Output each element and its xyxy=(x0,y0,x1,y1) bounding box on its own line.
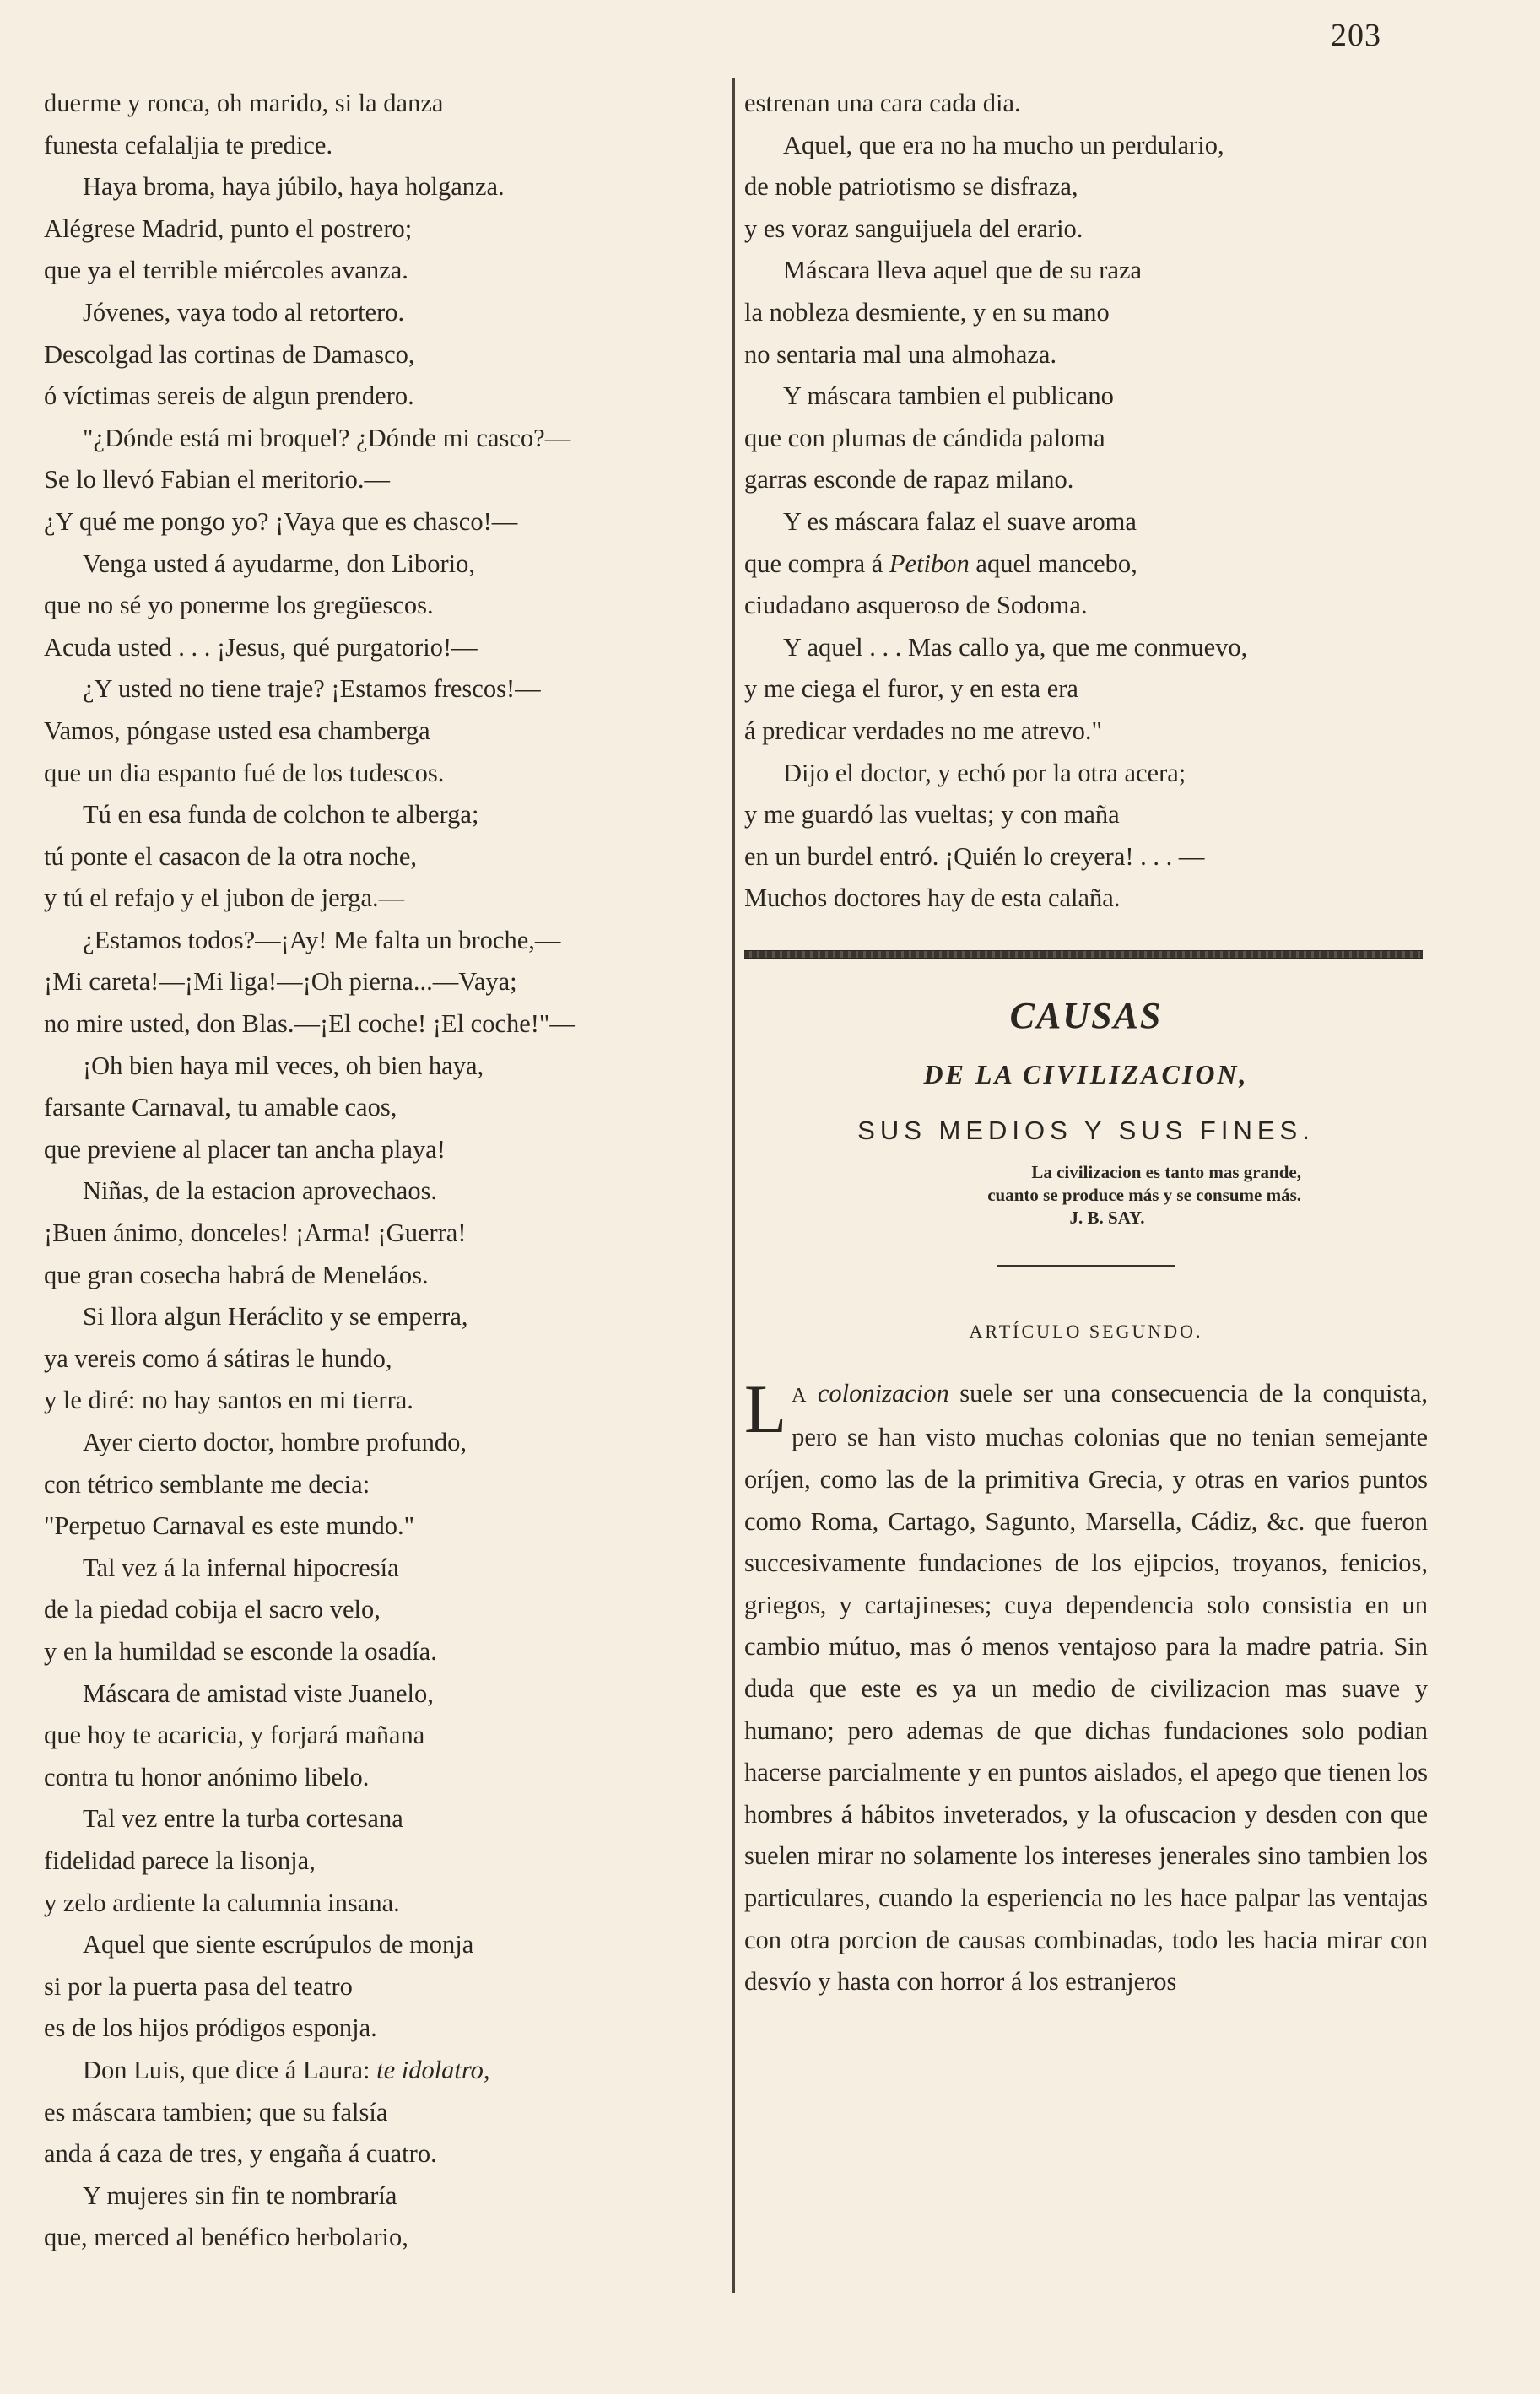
verse-line: Tal vez á la infernal hipocresía xyxy=(83,1553,399,1582)
verse-line: farsante Carnaval, tu amable caos, xyxy=(44,1093,397,1122)
verse-line: que ya el terrible miércoles avanza. xyxy=(44,256,408,285)
verse-line: que compra á Petibon aquel mancebo, xyxy=(744,549,1137,578)
verse-line: ó víctimas sereis de algun prendero. xyxy=(44,381,414,411)
verse-line: anda á caza de tres, y engaña á cuatro. xyxy=(44,2139,437,2169)
verse-line: "¿Dónde está mi broquel? ¿Dónde mi casco?— xyxy=(83,423,571,452)
verse-line: y me guardó las vueltas; y con maña xyxy=(744,800,1120,830)
verse-line: Tal vez entre la turba cortesana xyxy=(83,1804,403,1834)
verse-line: fidelidad parece la lisonja, xyxy=(44,1845,316,1875)
verse-line: ciudadano asqueroso de Sodoma. xyxy=(744,591,1088,620)
verse-line: Tú en esa funda de colchon te alberga; xyxy=(83,800,479,830)
verse-line: Jóvenes, vaya todo al retortero. xyxy=(83,297,405,327)
verse-line: y zelo ardiente la calumnia insana. xyxy=(44,1888,400,1917)
verse-line: ¿Estamos todos?—¡Ay! Me falta un broche,— xyxy=(83,925,561,954)
verse-line: ya vereis como á sátiras le hundo, xyxy=(44,1343,392,1373)
section-rule xyxy=(744,950,1423,959)
verse-line: con tétrico semblante me decia: xyxy=(44,1469,370,1499)
article-subtitle-2: SUS MEDIOS Y SUS FINES. xyxy=(857,1115,1315,1145)
verse-line: en un burdel entró. ¡Quién lo creyera! . . . — xyxy=(744,841,1205,871)
verse-line: no mire usted, don Blas.—¡El coche! ¡El coche!"— xyxy=(44,1009,575,1039)
verse-line: la nobleza desmiente, y en su mano xyxy=(744,297,1110,327)
right-column xyxy=(744,83,1428,2003)
right-verse xyxy=(744,83,1428,920)
article-title: CAUSAS xyxy=(1009,994,1163,1036)
verse-line: que hoy te acaricia, y forjará mañana xyxy=(44,1721,425,1750)
verse-line: Muchos doctores hay de esta calaña. xyxy=(744,884,1121,913)
verse-line: Vamos, póngase usted esa chamberga xyxy=(44,716,430,745)
epigraph-line: cuanto se produce más y se consume más. xyxy=(987,1184,1301,1205)
verse-line: Niñas, de la estacion aprovechaos. xyxy=(83,1176,438,1206)
verse-line: que gran cosecha habrá de Meneláos. xyxy=(44,1260,429,1289)
verse-line: funesta cefalaljia te predice. xyxy=(44,130,333,159)
verse-line: que, merced al benéfico herbolario, xyxy=(44,2223,408,2252)
verse-line: si por la puerta pasa del teatro xyxy=(44,1971,353,2001)
article-section-label: ARTÍCULO SEGUNDO. xyxy=(969,1320,1203,1342)
verse-line: Máscara de amistad viste Juanelo, xyxy=(83,1678,434,1708)
verse-line: de la piedad cobija el sacro velo, xyxy=(44,1595,381,1624)
article-body xyxy=(744,1370,1429,2003)
verse-line: Aquel que siente escrúpulos de monja xyxy=(83,1930,474,1959)
verse-line: que un dia espanto fué de los tudescos. xyxy=(44,758,445,787)
article-subtitle: DE LA CIVILIZACION, xyxy=(923,1058,1249,1089)
verse-line: Y mujeres sin fin te nombraría xyxy=(83,2181,397,2210)
verse-line: "Perpetuo Carnaval es este mundo." xyxy=(44,1511,415,1541)
verse-line: Dijo el doctor, y echó por la otra acera; xyxy=(783,758,1186,787)
short-rule xyxy=(997,1265,1175,1267)
verse-line: y me ciega el furor, y en esta era xyxy=(744,674,1078,704)
verse-line: Ayer cierto doctor, hombre profundo, xyxy=(83,1428,467,1456)
verse-line: y es voraz sanguijuela del erario. xyxy=(744,213,1083,243)
body-text: suele ser una consecuencia de la conquista, pero se han visto muchas colonias que no tenian semejante oríjen, como las de la primitiva Grecia, y otras en varios puntos como Roma, Cartago, Sagunto, Marsella, Cádiz, &c. que fueron succesivamente fundaciones de los ejipcios, troyanos, fenicios, griegos, y cartajineses; cuya dependencia solo consistia en un cambio mútuo, mas ó menos ventajoso para la madre patria. Sin duda que este es ya un medio de civilizacion mas suave y humano; pero ademas de que dichas fundaciones solo podian hacerse parcialmente y en puntos aislados, el apego que tienen los hombres á hábitos inveterados, y la ofuscacion y desden con que suelen mirar no solamente los intereses jenerales sino tambien los particulares, cuando la esperiencia no les hace palpar las ventajas con otra porcion de causas combinadas, todo les hacia mirar con desvío y hasta con horror á los estranjeros xyxy=(744,1378,1429,1997)
verse-line: estrenan una cara cada dia. xyxy=(744,89,1021,117)
verse-line: garras esconde de rapaz milano. xyxy=(744,465,1074,494)
verse-line: de noble patriotismo se disfraza, xyxy=(744,172,1078,202)
verse-line: ¡Mi careta!—¡Mi liga!—¡Oh pierna...—Vaya; xyxy=(44,967,517,997)
verse-line: tú ponte el casacon de la otra noche, xyxy=(44,841,418,871)
first-word: A xyxy=(792,1384,808,1407)
verse-line: ¿Y usted no tiene traje? ¡Estamos frescos!— xyxy=(83,674,541,704)
verse-line: Y aquel . . . Mas callo ya, que me conmuevo, xyxy=(783,632,1248,662)
epigraph-author: J. B. SAY. xyxy=(1069,1207,1145,1228)
verse-line: y en la humildad se esconde la osadía. xyxy=(44,1636,437,1666)
verse-line: ¿Y qué me pongo yo? ¡Vaya que es chasco!— xyxy=(44,506,518,536)
verse-line: Don Luis, que dice á Laura: te idolatro, xyxy=(83,2055,490,2084)
page-number: 203 xyxy=(1331,18,1381,53)
verse-line: Y máscara tambien el publicano xyxy=(783,381,1114,411)
verse-line: es máscara tambien; que su falsía xyxy=(44,2097,388,2126)
verse-line: y le diré: no hay santos en mi tierra. xyxy=(44,1386,413,1415)
verse-line: duerme y ronca, oh marido, si la danza xyxy=(44,89,444,117)
verse-line: Haya broma, haya júbilo, haya holganza. xyxy=(83,172,505,202)
verse-line: es de los hijos pródigos esponja. xyxy=(44,2013,377,2043)
verse-line: Aquel, que era no ha mucho un perdulario, xyxy=(783,130,1224,159)
epigraph-line: La civilizacion es tanto mas grande, xyxy=(1031,1161,1301,1182)
verse-line: ¡Oh bien haya mil veces, oh bien haya, xyxy=(83,1051,484,1080)
verse-line: que no sé yo ponerme los gregüescos. xyxy=(44,591,434,620)
epigraph xyxy=(744,1161,1428,1229)
verse-line: Y es máscara falaz el suave aroma xyxy=(783,506,1137,536)
verse-line: Descolgad las cortinas de Damasco, xyxy=(44,339,415,369)
verse-line: que previene al placer tan ancha playa! xyxy=(44,1134,446,1164)
verse-line: contra tu honor anónimo libelo. xyxy=(44,1762,370,1791)
verse-line: Acuda usted . . . ¡Jesus, qué purgatorio!— xyxy=(44,632,478,662)
verse-line: que con plumas de cándida paloma xyxy=(744,423,1105,452)
verse-line: Venga usted á ayudarme, don Liborio, xyxy=(83,549,475,578)
verse-line: Máscara lleva aquel que de su raza xyxy=(783,256,1143,285)
italic-term: colonizacion xyxy=(817,1378,949,1408)
verse-line: ¡Buen ánimo, donceles! ¡Arma! ¡Guerra! xyxy=(44,1219,467,1248)
verse-line: Alégrese Madrid, punto el postrero; xyxy=(44,213,413,243)
drop-cap: L xyxy=(744,1370,787,1447)
verse-line: Si llora algun Heráclito y se emperra, xyxy=(83,1302,468,1332)
left-column xyxy=(44,83,719,2259)
verse-line: Se lo llevó Fabian el meritorio.— xyxy=(44,465,390,494)
verse-line: á predicar verdades no me atrevo." xyxy=(744,716,1102,745)
verse-line: y tú el refajo y el jubon de jerga.— xyxy=(44,884,405,913)
verse-line: no sentaria mal una almohaza. xyxy=(744,339,1057,369)
column-divider xyxy=(732,78,735,2293)
